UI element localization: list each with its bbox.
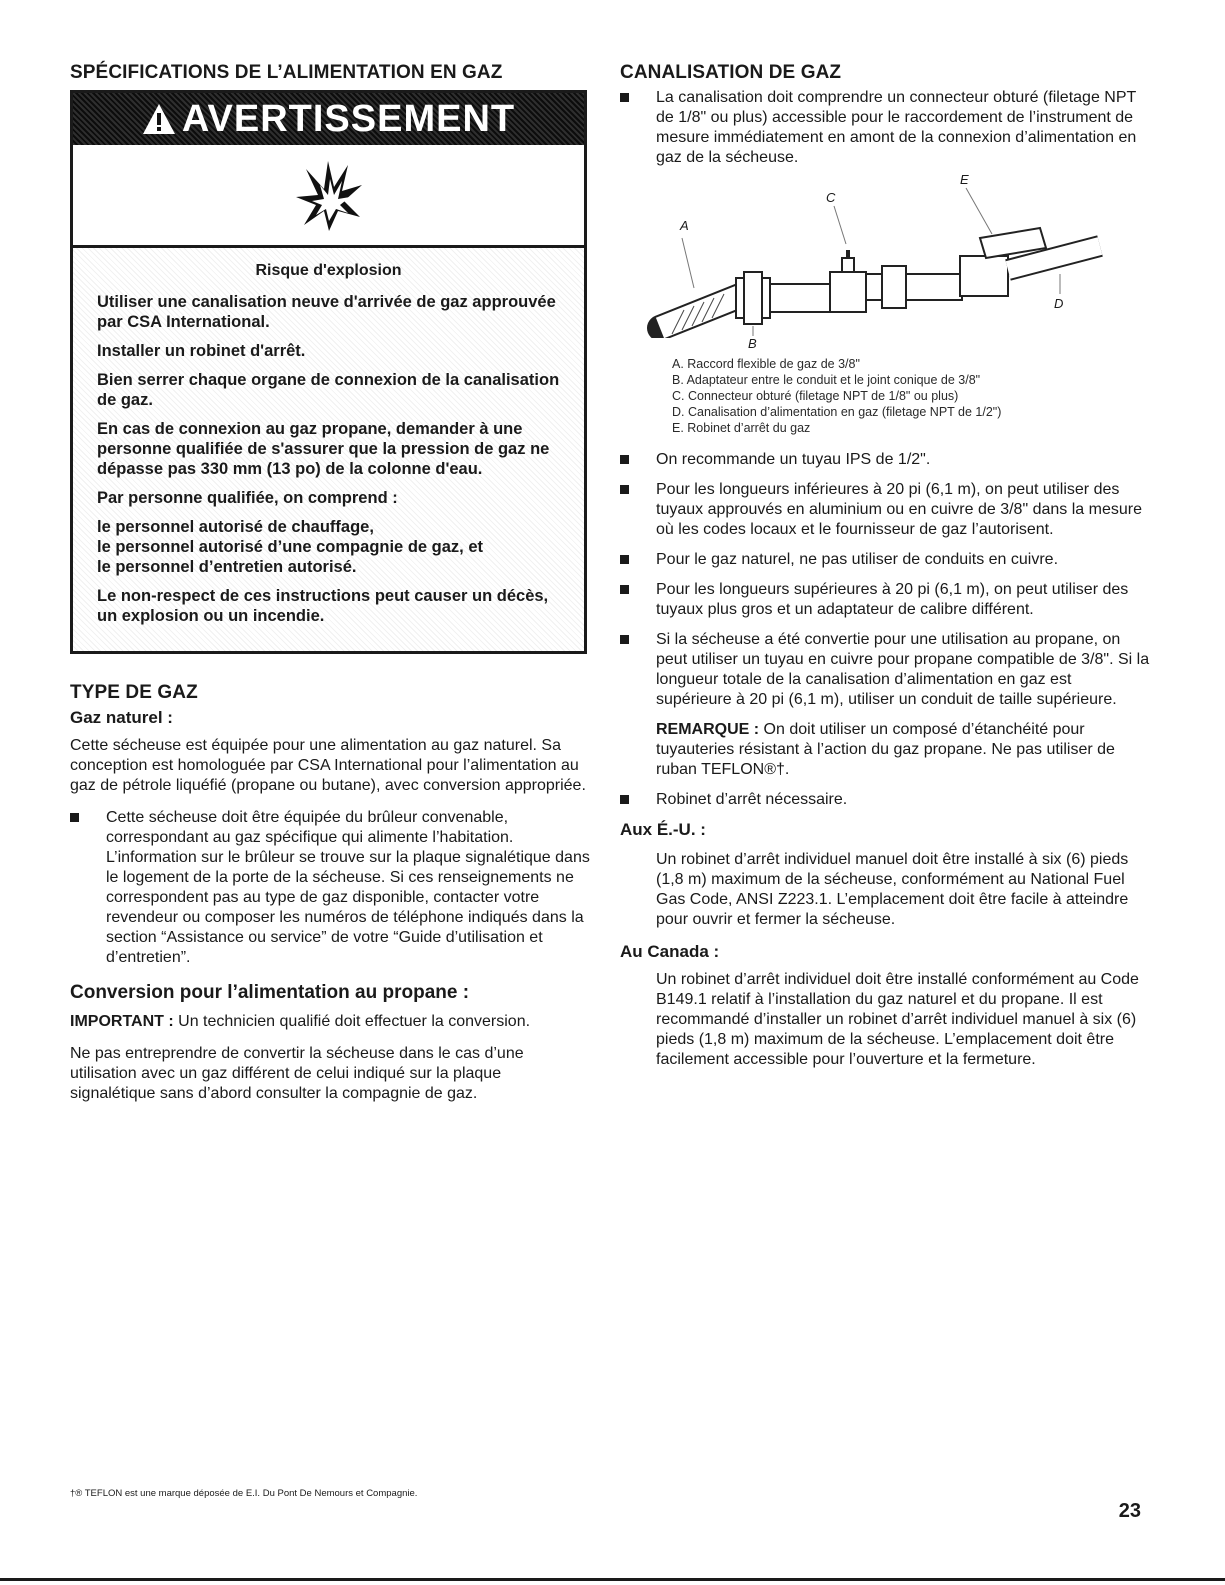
gas-line-bullets [620,450,1150,710]
warning-risk: Risque d'explosion [255,262,402,279]
bullet-square-icon [620,455,629,464]
warning-triangle-icon [142,103,176,135]
pipe-assembly-illustration [620,178,1150,338]
bullet-square-icon [620,585,629,594]
diagram-legend [620,356,1150,436]
important-label: IMPORTANT : [70,1013,174,1030]
warning-qualified-1: le personnel autorisé de chauffage, [97,518,374,536]
remarque-note [620,720,1150,780]
footnote: †® TEFLON est une marque déposée de E.I. Du Pont De Nemours et Compagnie. [70,1488,418,1499]
legend-item: A. Raccord flexible de gaz de 3/8" [672,357,860,371]
warning-line-1: Utiliser une canalisation neuve d'arrivée de gaz approuvée par CSA International. [97,293,556,331]
warning-line-3: Bien serrer chaque organe de connexion de la canalisation de gaz. [97,371,560,409]
list-item: Pour les longueurs inférieures à 20 pi (6,1 m), on peut utiliser des tuyaux approuvés en aluminium ou en cuivre de 3/8" dans la mesure où les codes locaux et le fournisseur de gaz l’autorisent. [620,480,1150,540]
gas-connection-diagram [620,172,1150,351]
bullet-square-icon [620,635,629,644]
diagram-label-e: E [960,172,969,187]
us-label: Aux É.-U. : [620,820,706,839]
conversion-title: Conversion pour l’alimentation au propane : [70,982,470,1003]
list-item: On recommande un tuyau IPS de 1/2". [620,450,1150,470]
list-item: Pour les longueurs supérieures à 20 pi (6,1 m), on peut utiliser des tuyaux plus gros et un adaptateur de calibre différent. [620,580,1150,620]
bullet-square-icon [70,813,79,822]
bullet-square-icon [620,93,629,102]
warning-line-2: Installer un robinet d'arrêt. [97,342,306,360]
left-column [70,62,590,1116]
diagram-label-a: A [680,218,689,233]
list-item: Si la sécheuse a été convertie pour une utilisation au propane, on peut utiliser un tuyau en cuivre pour propane compatible de 3/8". Si la longueur totale de la canalisation d’alimentation en gaz est supérieure à 20 pi (6,1 m), utiliser un conduit de taille supérieure. [620,630,1150,710]
natural-gas-text: Cette sécheuse est équipée pour une alimentation au gaz naturel. Sa conception est homologuée par CSA International pour l’alimentation au gaz de pétrole liquéfié (propane ou butane), avec conversion appropriée. [70,737,586,794]
warning-header [73,93,584,145]
list-item: Cette sécheuse doit être équipée du brûleur convenable, correspondant au gaz spécifique qui alimente l’habitation. L’information sur le brûleur se trouve sur la plaque signalétique dans le logement de la porte de la sécheuse. Si ces renseignements ne correspondent pas au type de gaz disponible, contacter votre revendeur ou composer les numéros de téléphone indiqués dans la section “Assistance ou service” de votre “Guide d’utilisation et d’entretien”. [70,808,590,968]
natural-gas-label: Gaz naturel : [70,708,173,727]
gas-line-title: CANALISATION DE GAZ [620,62,842,83]
gas-type-bullets [70,808,590,968]
legend-item: C. Connecteur obturé (filetage NPT de 1/8" ou plus) [672,389,959,403]
remarque-text: On doit utiliser un composé d’étanchéité pour tuyauteries résistant à l’action du gaz propane. Ne pas utiliser de ruban TEFLON®†. [656,721,1115,778]
bullet-square-icon [620,555,629,564]
legend-item: D. Canalisation d’alimentation en gaz (filetage NPT de 1/2") [672,405,1002,419]
bullet-square-icon [620,795,629,804]
warning-qualified-3: le personnel d’entretien autorisé. [97,558,357,576]
diagram-label-c: C [826,190,836,205]
warning-title: AVERTISSEMENT [181,97,516,140]
list-item: Pour le gaz naturel, ne pas utiliser de conduits en cuivre. [620,550,1150,570]
page-number: 23 [1118,1500,1141,1522]
important-text: Un technicien qualifié doit effectuer la conversion. [173,1013,531,1030]
warning-consequence: Le non-respect de ces instructions peut causer un décès, un explosion ou un incendie. [97,587,549,625]
diagram-label-d: D [1054,296,1064,311]
right-column [620,62,1150,1082]
bottom-rule [0,1578,1225,1581]
canada-label: Au Canada : [620,942,720,961]
us-text: Un robinet d’arrêt individuel manuel doit être installé à six (6) pieds (1,8 m) maximum de la sécheuse, conformément au National Fuel Gas Code, ANSI Z223.1. L’emplacement doit être facile à atteindre pour ouvrir et fermer la sécheuse. [656,851,1129,928]
bullet-square-icon [620,485,629,494]
warning-qualified-2: le personnel autorisé d’une compagnie de gaz, et [97,538,484,556]
remarque-label: REMARQUE : [656,721,760,738]
list-item: La canalisation doit comprendre un connecteur obturé (filetage NPT de 1/8" ou plus) accessible pour le raccordement de l’instrument de mesure immédiatement en amont de la connexion d’alimentation en gaz de la sécheuse. [620,88,1150,168]
diagram-label-b: B [748,336,757,351]
legend-item: B. Adaptateur entre le conduit et le joint conique de 3/8" [672,373,981,387]
canada-text: Un robinet d’arrêt individuel doit être installé conformément au Code B149.1 relatif à l’installation du gaz naturel et du propane. Il est recommandé d’installer un robinet d’arrêt individuel manuel à six (6) pieds (1,8 m) maximum de la sécheuse. L’emplacement doit être facilement accessible pour l’ouverture et la fermeture. [656,971,1139,1068]
warning-qualified-intro: Par personne qualifiée, on comprend : [97,489,398,507]
important-paragraph [70,1012,590,1032]
legend-item: E. Robinet d’arrêt du gaz [672,421,811,435]
warning-line-4: En cas de connexion au gaz propane, demander à une personne qualifiée de s'assurer que la pression de gaz ne dépasse pas 330 mm (13 po) de la colonne d'eau. [97,420,550,478]
gas-type-title: TYPE DE GAZ [70,682,198,703]
list-item: Robinet d’arrêt nécessaire. [620,790,1150,810]
conversion-text: Ne pas entreprendre de convertir la sécheuse dans le cas d’une utilisation avec un gaz différent de celui indiqué sur la plaque signalétique sans d’abord consulter la compagnie de gaz. [70,1045,524,1102]
gas-specs-title: SPÉCIFICATIONS DE L’ALIMENTATION EN GAZ [70,62,503,83]
warning-body [73,248,584,651]
warning-box [70,90,587,654]
explosion-icon [294,159,364,231]
